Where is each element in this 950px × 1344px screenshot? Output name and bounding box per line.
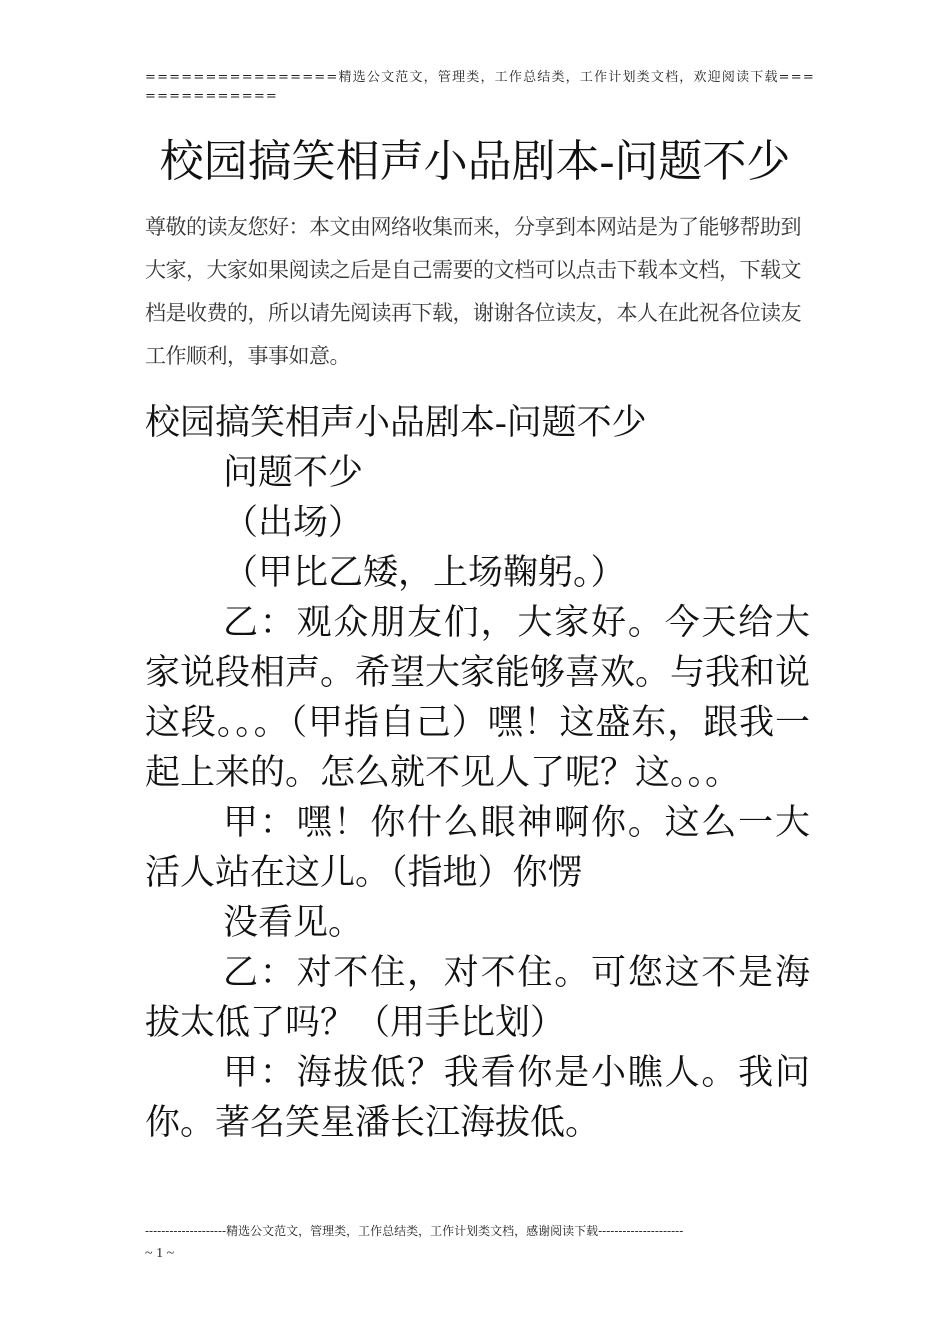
- paragraph: 乙：观众朋友们，大家好。今天给大家说段相声。希望大家能够喜欢。与我和说这段。。。（甲指自己）嘿！这盛东，跟我一起上来的。怎么就不见人了呢？这。。。: [145, 603, 811, 792]
- document-body: [145, 398, 810, 1148]
- paragraph: 没看见。: [223, 903, 364, 942]
- paragraph: 问题不少: [223, 453, 364, 492]
- paragraph: 乙：对不住，对不住。可您这不是海拔太低了吗？（用手比划）: [145, 953, 810, 1042]
- paragraph: （出场）: [223, 503, 364, 542]
- paragraph: （甲比乙矮，上场鞠躬。）: [223, 553, 626, 592]
- reader-notice: 尊敬的读友您好：本文由网络收集而来，分享到本网站是为了能够帮助到大家，大家如果阅读之后是自己需要的文档可以点击下载本文档，下载文档是收费的，所以请先阅读再下载，谢谢各位读友，本人在此祝各位读友工作顺利，事事如意。: [145, 215, 801, 368]
- page-number: ~ 1 ~: [145, 1246, 175, 1261]
- page-header: ================精选公文范文，管理类，工作总结类，工作计划类文档，欢迎阅读下载==============: [145, 70, 815, 104]
- page-footer: --------------------精选公文范文，管理类，工作总结类，工作计划类文档，感谢阅读下载---------------------: [145, 1224, 684, 1238]
- document-title: 校园搞笑相声小品剧本-问题不少: [159, 137, 791, 186]
- paragraph: 甲：海拔低？我看你是小瞧人。我问你。著名笑星潘长江海拔低。: [145, 1053, 810, 1142]
- paragraph: 甲：嘿！你什么眼神啊你。这么一大活人站在这儿。（指地）你愣: [145, 803, 810, 892]
- body-title: 校园搞笑相声小品剧本-问题不少: [145, 403, 647, 442]
